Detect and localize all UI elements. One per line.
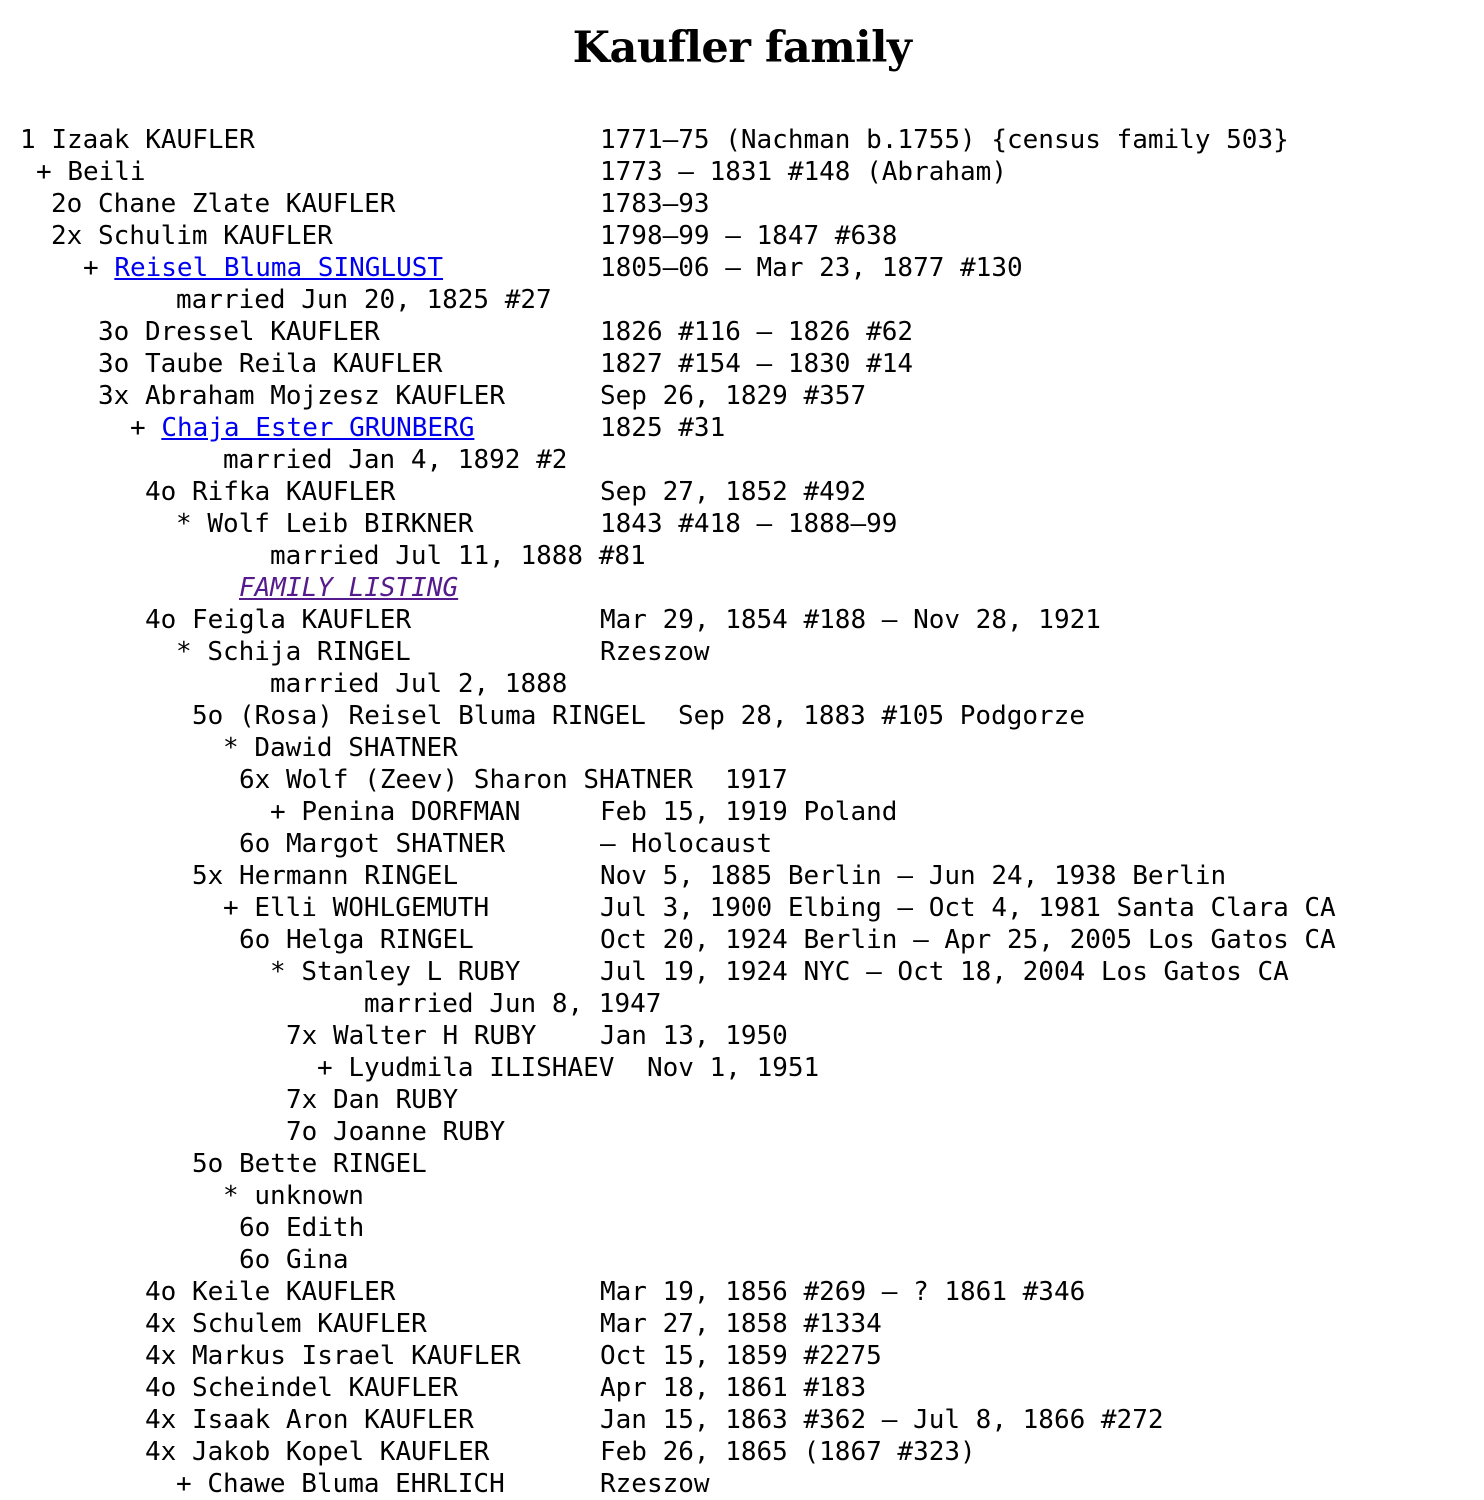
- person-dates: 1825 #31: [600, 413, 726, 443]
- tree-row: [20, 412, 726, 444]
- person-name: Helga RINGEL: [285, 925, 474, 955]
- tree-row: [20, 1372, 867, 1404]
- tree-row: [20, 1244, 349, 1276]
- tree-row: [20, 252, 1023, 284]
- person-dates: Mar 27, 1858 #1334: [600, 1309, 882, 1339]
- person-dates: Sep 27, 1852 #492: [600, 477, 867, 507]
- spouse-marker: +: [176, 1469, 192, 1499]
- person-name: Hermann RINGEL: [238, 861, 459, 891]
- generation-marker: 4x: [145, 1309, 177, 1339]
- person-dates: Rzeszow: [600, 637, 710, 667]
- tree-row: [20, 316, 914, 348]
- person-dates: Jan 15, 1863 #362 – Jul 8, 1866 #272: [600, 1405, 1164, 1435]
- generation-marker: 4x: [145, 1437, 177, 1467]
- tree-row: [20, 604, 1101, 636]
- tree-row: [20, 1404, 1164, 1436]
- tree-row: [20, 1276, 1086, 1308]
- generation-marker: 3x: [98, 381, 130, 411]
- spouse-marker: +: [36, 157, 52, 187]
- marriage-date: married Jul 2, 1888: [270, 669, 568, 699]
- tree-row: [20, 1308, 882, 1340]
- tree-row: [20, 220, 898, 252]
- person-name: Bette RINGEL: [238, 1149, 427, 1179]
- tree-row: [20, 508, 898, 540]
- person-name: Wolf (Zeev) Sharon SHATNER: [285, 765, 693, 795]
- person-dates: Rzeszow: [600, 1469, 710, 1499]
- generation-marker: 4o: [145, 1373, 177, 1403]
- person-name: Rifka KAUFLER: [191, 477, 396, 507]
- tree-row: [20, 636, 710, 668]
- family-tree: [20, 124, 1336, 1500]
- marriage-date: married Jul 11, 1888 #81: [270, 541, 646, 571]
- person-name: Walter H RUBY: [332, 1021, 537, 1051]
- spouse-marker: +: [130, 413, 146, 443]
- person-dates: 1798–99 – 1847 #638: [600, 221, 898, 251]
- tree-row: [20, 828, 773, 860]
- family-listing-link[interactable]: FAMILY LISTING: [239, 573, 459, 603]
- person-name: Dawid SHATNER: [254, 733, 458, 763]
- person-name: Abraham Mojzesz KAUFLER: [144, 381, 505, 411]
- person-dates: Sep 28, 1883 #105 Podgorze: [678, 701, 1085, 731]
- person-dates: Sep 26, 1829 #357: [600, 381, 867, 411]
- person-dates: 1805–06 – Mar 23, 1877 #130: [600, 253, 1023, 283]
- person-link-reisel-bluma-singlust[interactable]: Reisel Bluma SINGLUST: [114, 253, 444, 283]
- tree-row: [20, 764, 788, 796]
- tree-row: [20, 988, 662, 1020]
- spouse-marker: *: [223, 1181, 239, 1211]
- spouse-marker: +: [223, 893, 239, 923]
- generation-marker: 4x: [145, 1341, 177, 1371]
- person-dates: 1826 #116 – 1826 #62: [600, 317, 914, 347]
- tree-row: [20, 1180, 364, 1212]
- tree-row: [20, 796, 898, 828]
- person-name: unknown: [254, 1181, 364, 1211]
- person-dates: Jul 3, 1900 Elbing – Oct 4, 1981 Santa Clara CA: [600, 893, 1336, 923]
- tree-row: [20, 156, 1007, 188]
- tree-row: [20, 572, 459, 604]
- spouse-marker: *: [223, 733, 239, 763]
- tree-row: [20, 284, 552, 316]
- generation-marker: 1: [20, 125, 36, 155]
- generation-marker: 7o: [286, 1117, 318, 1147]
- person-name: Izaak KAUFLER: [51, 125, 255, 155]
- person-name: Schija RINGEL: [207, 637, 411, 667]
- person-dates: Jul 19, 1924 NYC – Oct 18, 2004 Los Gatos CA: [600, 957, 1289, 987]
- tree-row: [20, 1340, 882, 1372]
- spouse-marker: +: [83, 253, 99, 283]
- tree-row: [20, 1148, 427, 1180]
- tree-row: [20, 188, 710, 220]
- person-dates: Mar 19, 1856 #269 – ? 1861 #346: [600, 1277, 1086, 1307]
- generation-marker: 4x: [145, 1405, 177, 1435]
- generation-marker: 6o: [239, 925, 271, 955]
- spouse-marker: *: [176, 637, 192, 667]
- generation-marker: 6o: [239, 1213, 271, 1243]
- person-dates: Oct 20, 1924 Berlin – Apr 25, 2005 Los Gatos CA: [600, 925, 1336, 955]
- tree-row: [20, 124, 1289, 156]
- tree-row: [20, 348, 914, 380]
- marriage-date: married Jun 8, 1947: [364, 989, 662, 1019]
- tree-row: [20, 540, 646, 572]
- generation-marker: 5o: [192, 1149, 224, 1179]
- person-name: Schulim KAUFLER: [97, 221, 333, 251]
- marriage-date: married Jan 4, 1892 #2: [223, 445, 568, 475]
- spouse-marker: +: [270, 797, 286, 827]
- person-name: Taube Reila KAUFLER: [144, 349, 443, 379]
- person-dates: 1783–93: [600, 189, 710, 219]
- person-name: Gina: [285, 1245, 349, 1275]
- person-name: Dan RUBY: [332, 1085, 459, 1115]
- page-title: Kaufler family: [572, 23, 912, 73]
- spouse-marker: +: [317, 1053, 333, 1083]
- generation-marker: 3o: [98, 317, 130, 347]
- tree-row: [20, 892, 1336, 924]
- person-dates: Mar 29, 1854 #188 – Nov 28, 1921: [600, 605, 1101, 635]
- generation-marker: 4o: [145, 1277, 177, 1307]
- person-name: Joanne RUBY: [332, 1117, 506, 1147]
- tree-row: [20, 1212, 365, 1244]
- person-name: Chane Zlate KAUFLER: [97, 189, 396, 219]
- person-name: Jakob Kopel KAUFLER: [191, 1437, 490, 1467]
- generation-marker: 6o: [239, 829, 271, 859]
- person-name: Beili: [67, 157, 146, 187]
- generation-marker: 7x: [286, 1021, 318, 1051]
- generation-marker: 3o: [98, 349, 130, 379]
- person-name: Scheindel KAUFLER: [191, 1373, 459, 1403]
- person-dates: Oct 15, 1859 #2275: [600, 1341, 882, 1371]
- person-dates: 1843 #418 – 1888–99: [600, 509, 898, 539]
- tree-row: [20, 380, 867, 412]
- person-dates: Apr 18, 1861 #183: [600, 1373, 867, 1403]
- generation-marker: 2x: [51, 221, 83, 251]
- person-name: Lyudmila ILISHAEV: [348, 1053, 615, 1083]
- tree-row: [20, 1436, 976, 1468]
- tree-row: [20, 476, 867, 508]
- person-dates: 1917: [725, 765, 788, 795]
- tree-row: [20, 1052, 820, 1084]
- person-dates: – Holocaust: [600, 829, 773, 859]
- person-dates: Nov 1, 1951: [647, 1053, 820, 1083]
- person-name: Elli WOHLGEMUTH: [254, 893, 490, 923]
- person-name: Isaak Aron KAUFLER: [191, 1405, 474, 1435]
- person-dates: Nov 5, 1885 Berlin – Jun 24, 1938 Berlin: [600, 861, 1227, 891]
- person-dates: 1827 #154 – 1830 #14: [600, 349, 914, 379]
- person-name: Stanley L RUBY: [301, 957, 521, 987]
- generation-marker: 2o: [51, 189, 83, 219]
- tree-row: [20, 860, 1227, 892]
- person-name: Edith: [285, 1213, 365, 1243]
- person-name: (Rosa) Reisel Bluma RINGEL: [238, 701, 646, 731]
- generation-marker: 4o: [145, 477, 177, 507]
- person-name: Schulem KAUFLER: [191, 1309, 427, 1339]
- person-dates: 1771–75 (Nachman b.1755) {census family 503}: [600, 125, 1289, 155]
- spouse-marker: *: [176, 509, 192, 539]
- person-dates: Feb 26, 1865 (1867 #323): [600, 1437, 976, 1467]
- generation-marker: 5x: [192, 861, 224, 891]
- tree-row: [20, 668, 568, 700]
- person-name: Markus Israel KAUFLER: [191, 1341, 521, 1371]
- tree-row: [20, 1084, 459, 1116]
- person-name: Feigla KAUFLER: [191, 605, 412, 635]
- tree-row: [20, 700, 1085, 732]
- tree-row: [20, 444, 568, 476]
- tree-row: [20, 956, 1289, 988]
- person-name: Margot SHATNER: [285, 829, 506, 859]
- marriage-date: married Jun 20, 1825 #27: [176, 285, 552, 315]
- person-name: Dressel KAUFLER: [144, 317, 380, 347]
- tree-row: [20, 924, 1336, 956]
- generation-marker: 7x: [286, 1085, 318, 1115]
- generation-marker: 6o: [239, 1245, 271, 1275]
- tree-row: [20, 732, 458, 764]
- generation-marker: 4o: [145, 605, 177, 635]
- person-name: Wolf Leib BIRKNER: [207, 509, 474, 539]
- tree-row: [20, 1468, 710, 1500]
- tree-row: [20, 1020, 788, 1052]
- spouse-marker: *: [270, 957, 286, 987]
- generation-marker: 5o: [192, 701, 224, 731]
- person-name: Chawe Bluma EHRLICH: [207, 1469, 505, 1499]
- person-dates: Jan 13, 1950: [600, 1021, 788, 1051]
- generation-marker: 6x: [239, 765, 271, 795]
- person-dates: Feb 15, 1919 Poland: [600, 797, 898, 827]
- person-name: Penina DORFMAN: [301, 797, 521, 827]
- person-dates: 1773 – 1831 #148 (Abraham): [600, 157, 1007, 187]
- person-name: Keile KAUFLER: [191, 1277, 396, 1307]
- tree-row: [20, 1116, 506, 1148]
- person-link-chaja-ester-grunberg[interactable]: Chaja Ester GRUNBERG: [161, 413, 475, 443]
